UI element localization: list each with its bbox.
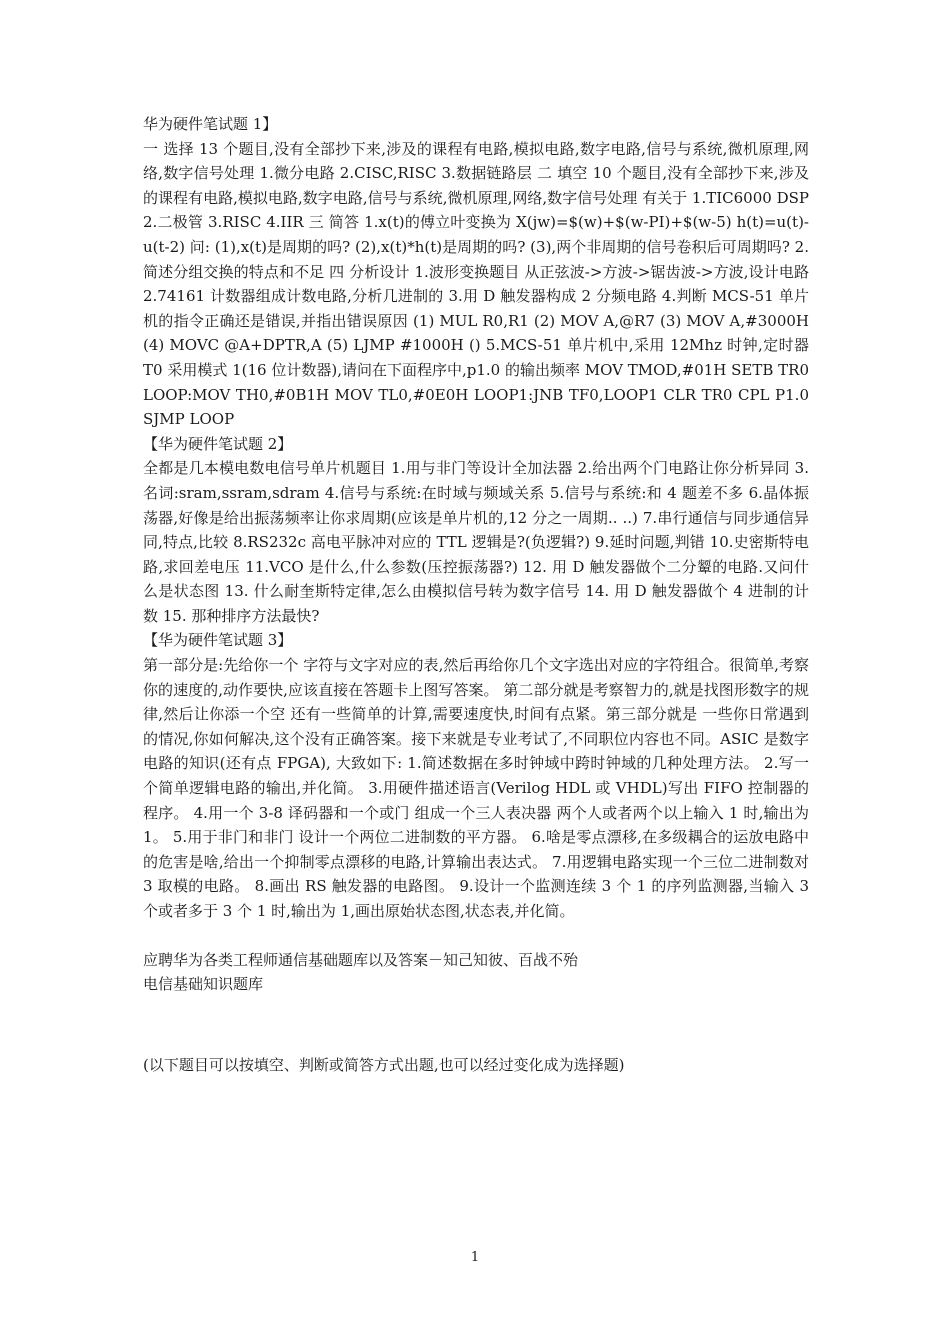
- section1-body: 一 选择 13 个题目,没有全部抄下来,涉及的课程有电路,模拟电路,数字电路,信号与系统,微机原理,网络,数字信号处理 1.微分电路 2.CISC,RISC 3.数据链路层 二 填空 10 个题目,没有全部抄下来,涉及的课程有电路,模拟电路,数字电路,信号与系统,微机原理,网络,数字信号处理 有关于 1.TIC6000 DSP 2.二极管 3.RISC 4.IIR 三 简答 1.x(t)的傅立叶变换为 X(jw)=$(w)+$(w-PI)+$(w-5) h(t)=u(t)-u(t-2) 问: (1),x(t)是周期的吗? (2),x(t)*h(t)是周期的吗? (3),两个非周期的信号卷积后可周期吗? 2.简述分组交换的特点和不足 四 分析设计 1.波形变换题目 从正弦波->方波->锯齿波->方波,设计电路 2.74161 计数器组成计数电路,分析几进制的 3.用 D 触发器构成 2 分频电路 4.判断 MCS-51 单片机的指令正确还是错误,并指出错误原因 (1) MUL R0,R1 (2) MOV A,@R7 (3) MOV A,#3000H (4) MOVC @A+DPTR,A (5) LJMP #1000H () 5.MCS-51 单片机中,采用 12Mhz 时钟,定时器 T0 采用模式 1(16 位计数器),请问在下面程序中,p1.0 的输出频率 MOV TMOD,#01H SETB TR0 LOOP:MOV TH0,#0B1H MOV TL0,#0E0H LOOP1:JNB TF0,LOOP1 CLR TR0 CPL P1.0 SJMP LOOP: [143, 139, 810, 429]
- footer-line-1: 应聘华为各类工程师通信基础题库以及答案－知己知彼、百战不殆: [143, 950, 579, 969]
- section3-body: 第一部分是:先给你一个 字符与文字对应的表,然后再给你几个文字选出对应的字符组合。很简单,考察你的速度的,动作要快,应该直接在答题卡上图写答案。 第二部分就是考察智力的,就是找图形数字的规律,然后让你添一个空 还有一些简单的计算,需要速度快,时间有点紧。第三部分就是 一些你日常遇到的情况,你如何解决,这个没有正确答案。接下来就是专业考试了,不同职位内容也不同。ASIC 是数字电路的知识(还有点 FPGA), 大致如下: 1.简述数据在多时钟域中跨时钟域的几种处理方法。 2.写一个简单逻辑电路的输出,并化简。 3.用硬件描述语言(Verilog HDL 或 VHDL)写出 FIFO 控制器的程序。 4.用一个 3-8 译码器和一个或门 组成一个三人表决器 两个人或者两个以上输入 1 时,输出为 1。 5.用于非门和非门 设计一个两位二进制数的平方器。 6.啥是零点漂移,在多级耦合的运放电路中的危害是啥,给出一个抑制零点漂移的电路,计算输出表达式。 7.用逻辑电路实现一个三位二进制数对 3 取模的电路。 8.画出 RS 触发器的电路图。 9.设计一个监测连续 3 个 1 的序列监测器,当输入 3 个或者多于 3 个 1 时,输出为 1,画出原始状态图,状态表,并化简。: [143, 656, 809, 920]
- footer-line-2: 电信基础知识题库: [143, 975, 264, 994]
- page-number: 1: [470, 1250, 480, 1265]
- section2-body: 全都是几本模电数电信号单片机题目 1.用与非门等设计全加法器 2.给出两个门电路让你分析异同 3.名词:sram,ssram,sdram 4.信号与系统:在时域与频域关系 5.信号与系统:和 4 题差不多 6.晶体振荡器,好像是给出振荡频率让你求周期(应该是单片机的,12 分之一周期.. ..) 7.串行通信与同步通信异同,特点,比较 8.RS232c 高电平脉冲对应的 TTL 逻辑是?(负逻辑?) 9.延时问题,判错 10.史密斯特电路,求回差电压 11.VCO 是什么,什么参数(压控振荡器?) 12. 用 D 触发器做个二分颦的电路.又问什么是状态图 13. 什么耐奎斯特定律,怎么由模拟信号转为数字信号 14. 用 D 触发器做个 4 进制的计数 15. 那种排序方法最快?: [143, 459, 809, 625]
- footer-note: (以下题目可以按填空、判断或简答方式出题,也可以经过变化成为选择题): [143, 1055, 625, 1074]
- document-page: [143, 112, 809, 1077]
- spacer: [143, 924, 809, 948]
- section2-title: 【华为硬件笔试题 2】: [143, 434, 293, 453]
- section3-title: 【华为硬件笔试题 3】: [143, 631, 293, 650]
- section1-title: 华为硬件笔试题 1】: [143, 115, 278, 133]
- spacer: [143, 997, 809, 1053]
